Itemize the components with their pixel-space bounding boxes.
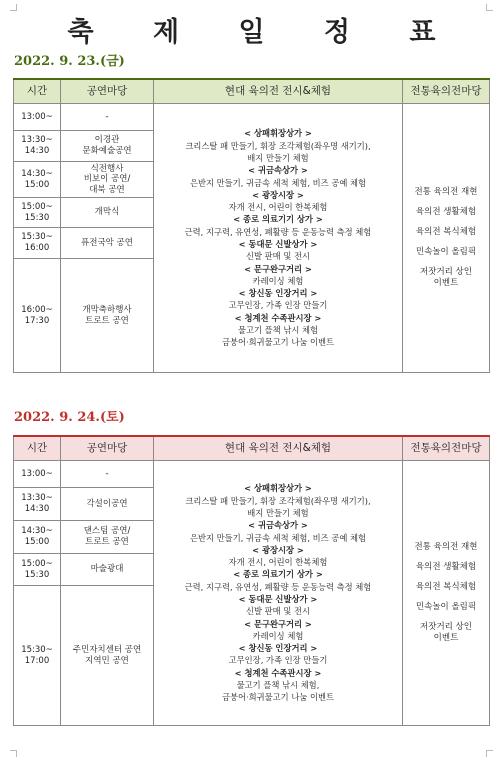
modern-item: < 상패휘장상가 >	[244, 483, 312, 494]
time-cell: 15:30~ 17:00	[14, 586, 61, 726]
traditional-item: 전통 육의전 재현	[414, 186, 478, 197]
modern-item: < 문구완구거리 >	[244, 618, 312, 629]
table-header-row	[14, 79, 490, 104]
time-cell: 14:30~ 15:00	[14, 162, 61, 198]
corner-mark	[10, 750, 17, 757]
performance-cell: 개막식	[61, 198, 154, 228]
modern-item: 금붕어·희귀물고기 나눔 이벤트	[221, 692, 335, 703]
modern-item: < 동대문 신발상가 >	[238, 239, 318, 249]
performance-cell: 개막축하행사 트로트 공연	[61, 259, 154, 373]
header-performance: 공연마당	[61, 436, 154, 461]
modern-item: < 동대문 신발상가 >	[238, 594, 318, 604]
modern-item: 물고기 플책 낚시 체험,	[236, 680, 320, 691]
modern-item: < 청계천 수족관시장 >	[234, 312, 322, 323]
performance-cell: 주민자치센터 공연 지역민 공연	[61, 586, 154, 726]
modern-item: 배지 만들기 체험	[247, 152, 309, 163]
traditional-list	[407, 542, 485, 644]
modern-item: 카레이싱 체험	[252, 630, 304, 641]
modern-item: 크리스탈 패 만들기, 휘장 조각체험(좌우명 새기기),	[185, 140, 371, 151]
modern-item: 크리스탈 패 만들기, 휘장 조각체험(좌우명 새기기),	[185, 495, 371, 506]
time-cell: 15:00~ 15:30	[14, 554, 61, 586]
corner-mark	[486, 750, 493, 757]
modern-item: < 귀금속상가 >	[248, 165, 308, 176]
traditional-cell	[403, 104, 490, 373]
modern-item: < 창신동 인장거리 >	[238, 288, 318, 299]
modern-item: 고무인장, 가족 인장 만들기	[228, 655, 328, 666]
modern-item: 자개 전시, 어린이 한복체험	[228, 557, 328, 568]
modern-item: 은반지 만들기, 귀금속 세척 체험, 비즈 공예 체험	[189, 532, 367, 543]
header-time: 시간	[14, 436, 61, 461]
performance-cell: -	[61, 461, 154, 488]
modern-item: 물고기 플책 낚시 체험	[237, 325, 319, 336]
traditional-cell	[403, 461, 490, 726]
performance-cell: 식전행사 비보이 공연/ 대북 공연	[61, 162, 154, 198]
modern-item: < 종로 의료기기 상가 >	[233, 569, 323, 580]
modern-item: < 광장시장 >	[252, 189, 304, 200]
table-row	[14, 461, 490, 488]
modern-cell	[154, 461, 403, 726]
time-cell: 13:00~	[14, 104, 61, 131]
time-cell: 15:00~ 15:30	[14, 198, 61, 228]
day1-schedule-table	[13, 78, 490, 373]
modern-item: 고무인장, 가족 인장 만들기	[228, 300, 328, 311]
modern-item: 근력, 지구력, 유연성, 폐활량 등 운동능력 측정 체험	[184, 581, 372, 592]
header-traditional: 전통육의전마당	[403, 436, 490, 461]
modern-item: < 귀금속상가 >	[248, 520, 308, 531]
modern-item: 근력, 지구력, 유연성, 폐활량 등 운동능력 측정 체험	[184, 226, 372, 237]
traditional-list	[407, 187, 485, 289]
modern-item: 카레이싱 체험	[252, 275, 304, 286]
traditional-item: 민속놀이 올림픽	[415, 602, 477, 612]
modern-item: 자개 전시, 어린이 한복체험	[228, 202, 328, 213]
traditional-item: 육의전 복식체험	[415, 226, 477, 237]
traditional-item: 민속놀이 올림픽	[415, 247, 477, 257]
modern-cell	[154, 104, 403, 373]
time-cell: 13:30~ 14:30	[14, 131, 61, 162]
traditional-item: 저잣거리 상인 이벤트	[420, 622, 472, 644]
performance-cell: 각설이공연	[61, 488, 154, 521]
modern-item: 배지 만들기 체험	[247, 507, 309, 518]
traditional-item: 육의전 생활체험	[415, 561, 477, 572]
day2-date: 2022. 9. 24.(토)	[14, 410, 125, 425]
modern-item: 금붕어·희귀물고기 나눔 이벤트	[221, 337, 335, 348]
day2-schedule-table	[13, 435, 490, 726]
modern-item: < 종로 의료기기 상가 >	[233, 214, 323, 225]
modern-item: < 광장시장 >	[252, 544, 304, 555]
modern-list	[158, 127, 398, 348]
table-row	[14, 104, 490, 131]
performance-cell: 퓨전국악 공연	[61, 228, 154, 259]
header-modern: 현대 육의전 전시&체험	[154, 79, 403, 104]
header-performance: 공연마당	[61, 79, 154, 104]
header-modern: 현대 육의전 전시&체험	[154, 436, 403, 461]
header-time: 시간	[14, 79, 61, 104]
performance-cell: -	[61, 104, 154, 131]
page-title: 축 제 일 정 표	[67, 17, 461, 48]
traditional-item: 전통 육의전 재현	[414, 541, 478, 552]
modern-item: < 창신동 인장거리 >	[238, 643, 318, 654]
time-cell: 13:00~	[14, 461, 61, 488]
table-header-row	[14, 436, 490, 461]
performance-cell: 마술광대	[61, 554, 154, 586]
header-traditional: 전통육의전마당	[403, 79, 490, 104]
performance-cell: 이경관 문화예술공연	[61, 131, 154, 162]
traditional-item: 육의전 생활체험	[415, 206, 477, 217]
time-cell: 14:30~ 15:00	[14, 521, 61, 554]
modern-list	[158, 482, 398, 703]
modern-item: 신발 판매 및 전시	[245, 606, 311, 617]
modern-item: < 상패휘장상가 >	[244, 128, 312, 139]
time-cell: 15:30~ 16:00	[14, 228, 61, 259]
performance-cell: 댄스팀 공연/ 트로트 공연	[61, 521, 154, 554]
modern-item: < 청계천 수족관시장 >	[234, 667, 322, 678]
modern-item: < 문구완구거리 >	[244, 263, 312, 274]
modern-item: 신발 판매 및 전시	[245, 251, 311, 262]
modern-item: 은반지 만들기, 귀금속 세척 체험, 비즈 공예 체험	[189, 177, 367, 188]
traditional-item: 저잣거리 상인 이벤트	[420, 267, 472, 289]
time-cell: 13:30~ 14:30	[14, 488, 61, 521]
day1-date: 2022. 9. 23.(금)	[14, 54, 125, 69]
time-cell: 16:00~ 17:30	[14, 259, 61, 373]
traditional-item: 육의전 복식체험	[415, 581, 477, 592]
